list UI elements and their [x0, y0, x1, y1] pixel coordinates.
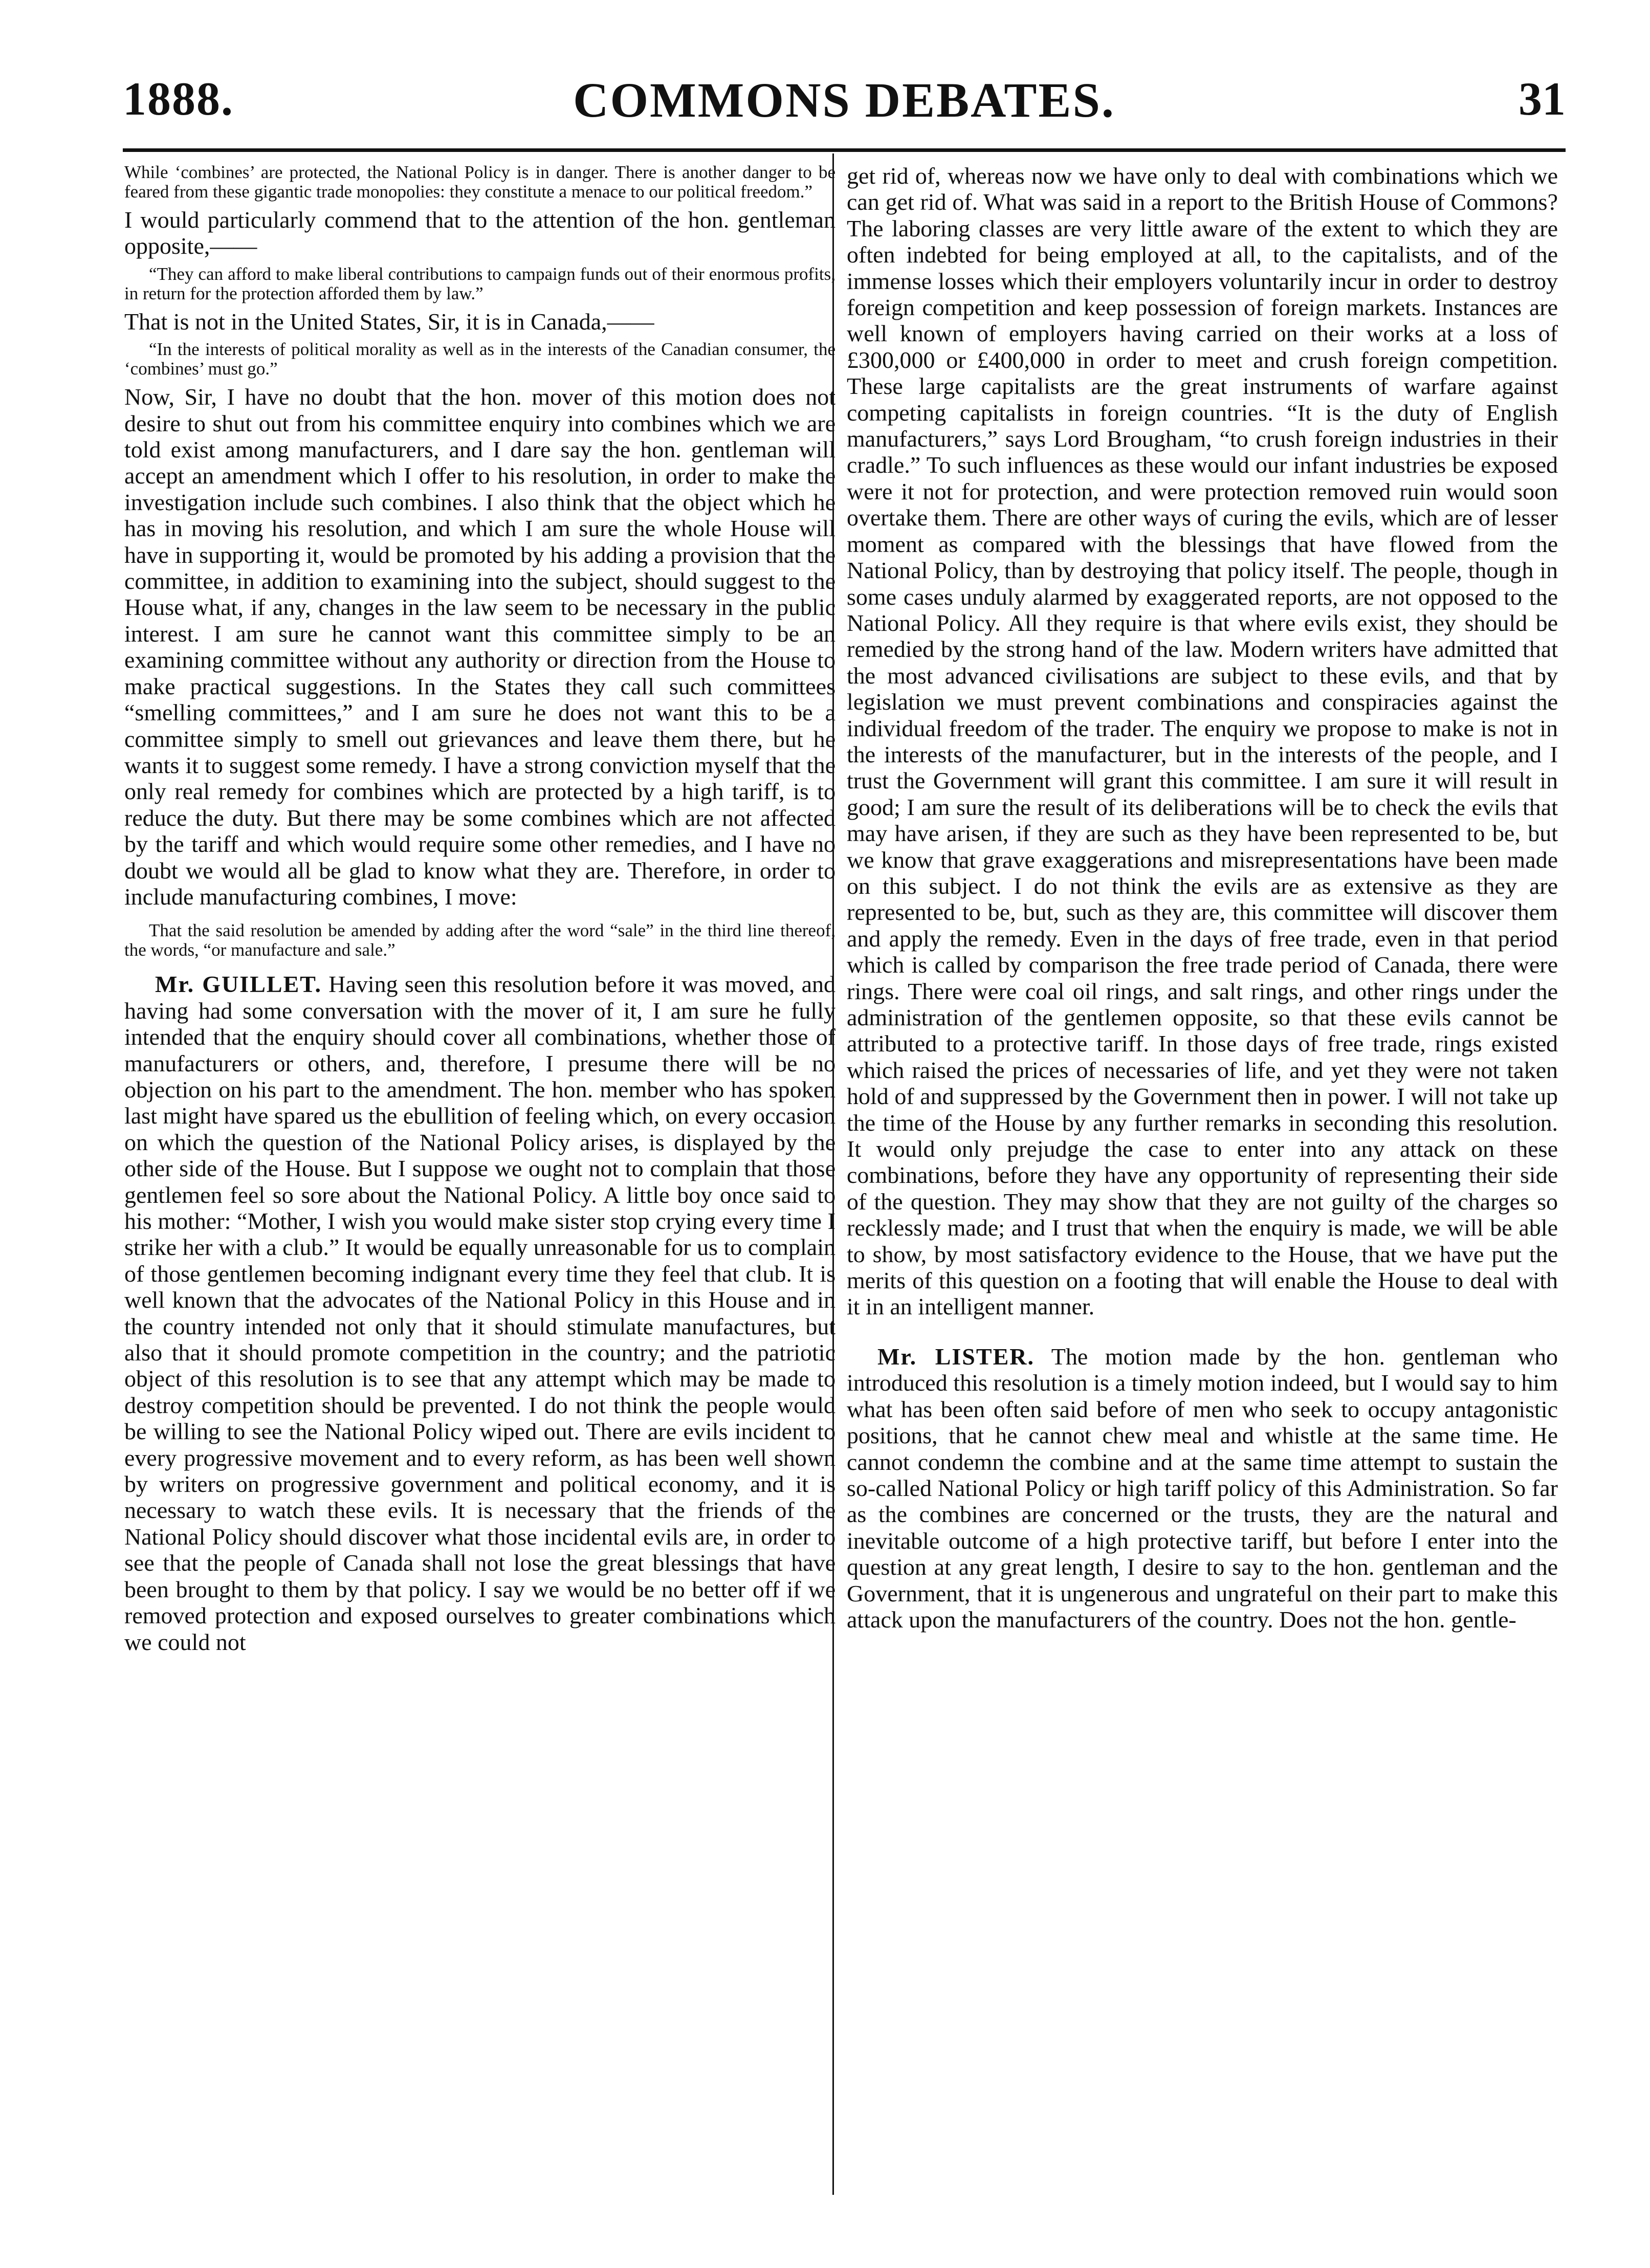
left-column: [124, 163, 835, 1655]
paragraph: Now, Sir, I have no doubt that the hon. mover of this motion does not desire to shut out from his committee enquiry into combines which we are told exist among manufacturers, and I dare say the hon. gentleman will accept an amendment which I offer to his resolution, in order to make the investigation include such combines. I also think that the object which he has in moving his resolution, and which I am sure the whole House will have in supporting it, would be promoted by his adding a provision that the committee, in addition to examining into the subject, should suggest to the House what, if any, changes in the law seem to be necessary in the public interest. I am sure he cannot want this committee simply to be an examining committee without any authority or direction from the House to make practical suggestions. In the States they call such committees “smelling committees,” and I am sure he does not want this to be a committee simply to smell out grievances and leave them there, but he wants it to suggest some remedy. I have a strong conviction myself that the only real remedy for combines which are protected by a high tariff, is to reduce the duty. But there may be some combines which are not affected by the tariff and which would require some other remedies, and I have no doubt we would all be glad to know what they are. Therefore, in order to include manufacturing combines, I move:: [124, 384, 835, 910]
header-rule: [123, 148, 1566, 152]
speech-text: Having seen this resolution before it was moved, and having had some conversation with the mover of it, I am sure he fully intended that the enquiry should cover all combinations, whether those of manufacturers or others, and, therefore, I presume there will be no objection on his part to the amendment. The hon. member who has spoken last might have spared us the ebullition of feeling which, on every occasion on which the question of the National Policy arises, is displayed by the other side of the House. But I suppose we ought not to complain that those gentlemen feel so sore about the National Policy. A little boy once said to his mother: “Mother, I wish you would make sister stop crying every time I strike her with a club.” It would be equally unreasonable for us to complain of those gentlemen becoming indignant every time they feel that club. It is well known that the advocates of the National Policy in this House and in the country intended not only that it should stimulate manufactures, but also that it should promote competition in the country; and the patriotic object of this resolution is to see that any attempt which may be made to destroy competition should be prevented. I do not think the people would be willing to see the National Policy wiped out. There are evils incident to every progressive movement and to every reform, as has been well shown by writers on progressive government and political economy, and it is necessary to watch these evils. It is necessary that the friends of the National Policy should discover what those incidental evils are, in order to see that the people of Canada shall not lose the great blessings that have been brought to them by that policy. I say we would be no better off if we removed protection and exposed ourselves to greater combinations which we could not: [124, 971, 836, 1655]
speaker-name: Mr. LISTER.: [877, 1343, 1035, 1370]
page-header: [123, 72, 1566, 143]
header-page-number: 31: [1519, 73, 1566, 125]
speech-text: The motion made by the hon. gentleman who introduced this resolution is a timely motion indeed, but I would say to him what has been often said before of men who seek to occupy antagonistic positions, that he cannot chew meal and whistle at the same time. He cannot condemn the combine and at the same time attempt to sustain the so-called National Policy or high tariff policy of this Administration. So far as the combines are concerned or the trusts, they are the natural and inevitable outcome of a high protective tariff, but before I enter into the question at any great length, I desire to say to the hon. gentleman and the Government, that it is ungenerous and ungrateful on their part to make this attack upon the manufacturers of the country. Does not the hon. gentle-: [847, 1343, 1558, 1633]
paragraph: That is not in the United States, Sir, it is in Canada,——: [124, 308, 654, 335]
speech-lister: [847, 1344, 1558, 1633]
quote-block: “In the interests of political morality as well as in the interests of the Canadian consumer, the ‘combines’ must go.”: [124, 339, 835, 379]
quote-block: While ‘combines’ are protected, the National Policy is in danger. There is another danger to be feared from these gigantic trade monopolies: they constitute a menace to our political freedom.”: [124, 162, 835, 202]
speech-guillet: [124, 971, 835, 1655]
header-year: 1888.: [123, 73, 234, 125]
right-column: [847, 163, 1558, 1633]
header-title: COMMONS DEBATES.: [573, 73, 1115, 127]
quote-block: “They can afford to make liberal contributions to campaign funds out of their enormous profits, in return for the protection afforded them by law.”: [124, 263, 835, 303]
speaker-name: Mr. GUILLET.: [155, 971, 322, 998]
paragraph: get rid of, whereas now we have only to deal with combinations which we can get rid of. What was said in a report to the British House of Commons? The laboring classes are very little aware of the extent to which they are often indebted for being employed at all, to the capitalists, and of the immense losses which their employers voluntarily incur in order to destroy foreign competition and keep possession of foreign markets. Instances are well known of employers having carried on their works at a loss of £300,000 or £400,000 in order to meet and crush foreign competition. These large capitalists are the great instruments of warfare against competing capitalists in foreign countries. “It is the duty of English manufacturers,” says Lord Brougham, “to crush foreign industries in their cradle.” To such influences as these would our infant industries be exposed were it not for protection, and were protection removed ruin would soon overtake them. There are other ways of curing the evils, which are of lesser moment as compared with the blessings that have flowed from the National Policy, than by destroying that policy itself. The people, though in some cases unduly alarmed by exaggerated reports, are not opposed to the National Policy. All they require is that where evils exist, they should be remedied by the strong hand of the law. Modern writers have admitted that the most advanced civilisations are subject to these evils, and that by legislation we must prevent combinations and conspiracies against the individual freedom of the trader. The enquiry we propose to make is not in the interests of the manufacturer, but in the interests of the people, and I trust the Government will grant this committee. I am sure it will result in good; I am sure the result of its deliberations will be to check the evils that may have arisen, if they are such as they have been represented to be, but we know that grave exaggerations and misrepresentations have been made on this subject. I do not think the evils are as extensive as they are represented to be, but, such as they are, this committee will discover them and apply the remedy. Even in the days of free trade, even in that period which is called by comparison the free trade period of Canada, there were rings. There were coal oil rings, and salt rings, and other rings under the administration of the gentlemen opposite, so that these evils cannot be attributed to a protective tariff. In those days of free trade, rings existed which raised the prices of necessaries of life, and yet they were not taken hold of and suppressed by the Government then in power. I will not take up the time of the House by any further remarks in seconding this resolution. It would only prejudge the case to enter into any attack on these combinations, before they have any opportunity of representing their side of the question. They may show that they are not guilty of the charges so recklessly made; and I trust that when the enquiry is made, we will be able to show, by most satisfactory evidence to the House, that we have put the merits of this question on a footing that will enable the House to deal with it in an intelligent manner.: [847, 163, 1558, 1320]
paragraph: I would particularly commend that to the attention of the hon. gentleman opposite,——: [124, 207, 835, 259]
amendment-motion: That the said resolution be amended by adding after the word “sale” in the third line thereof, the words, “or manufacture and sale.”: [124, 920, 835, 960]
